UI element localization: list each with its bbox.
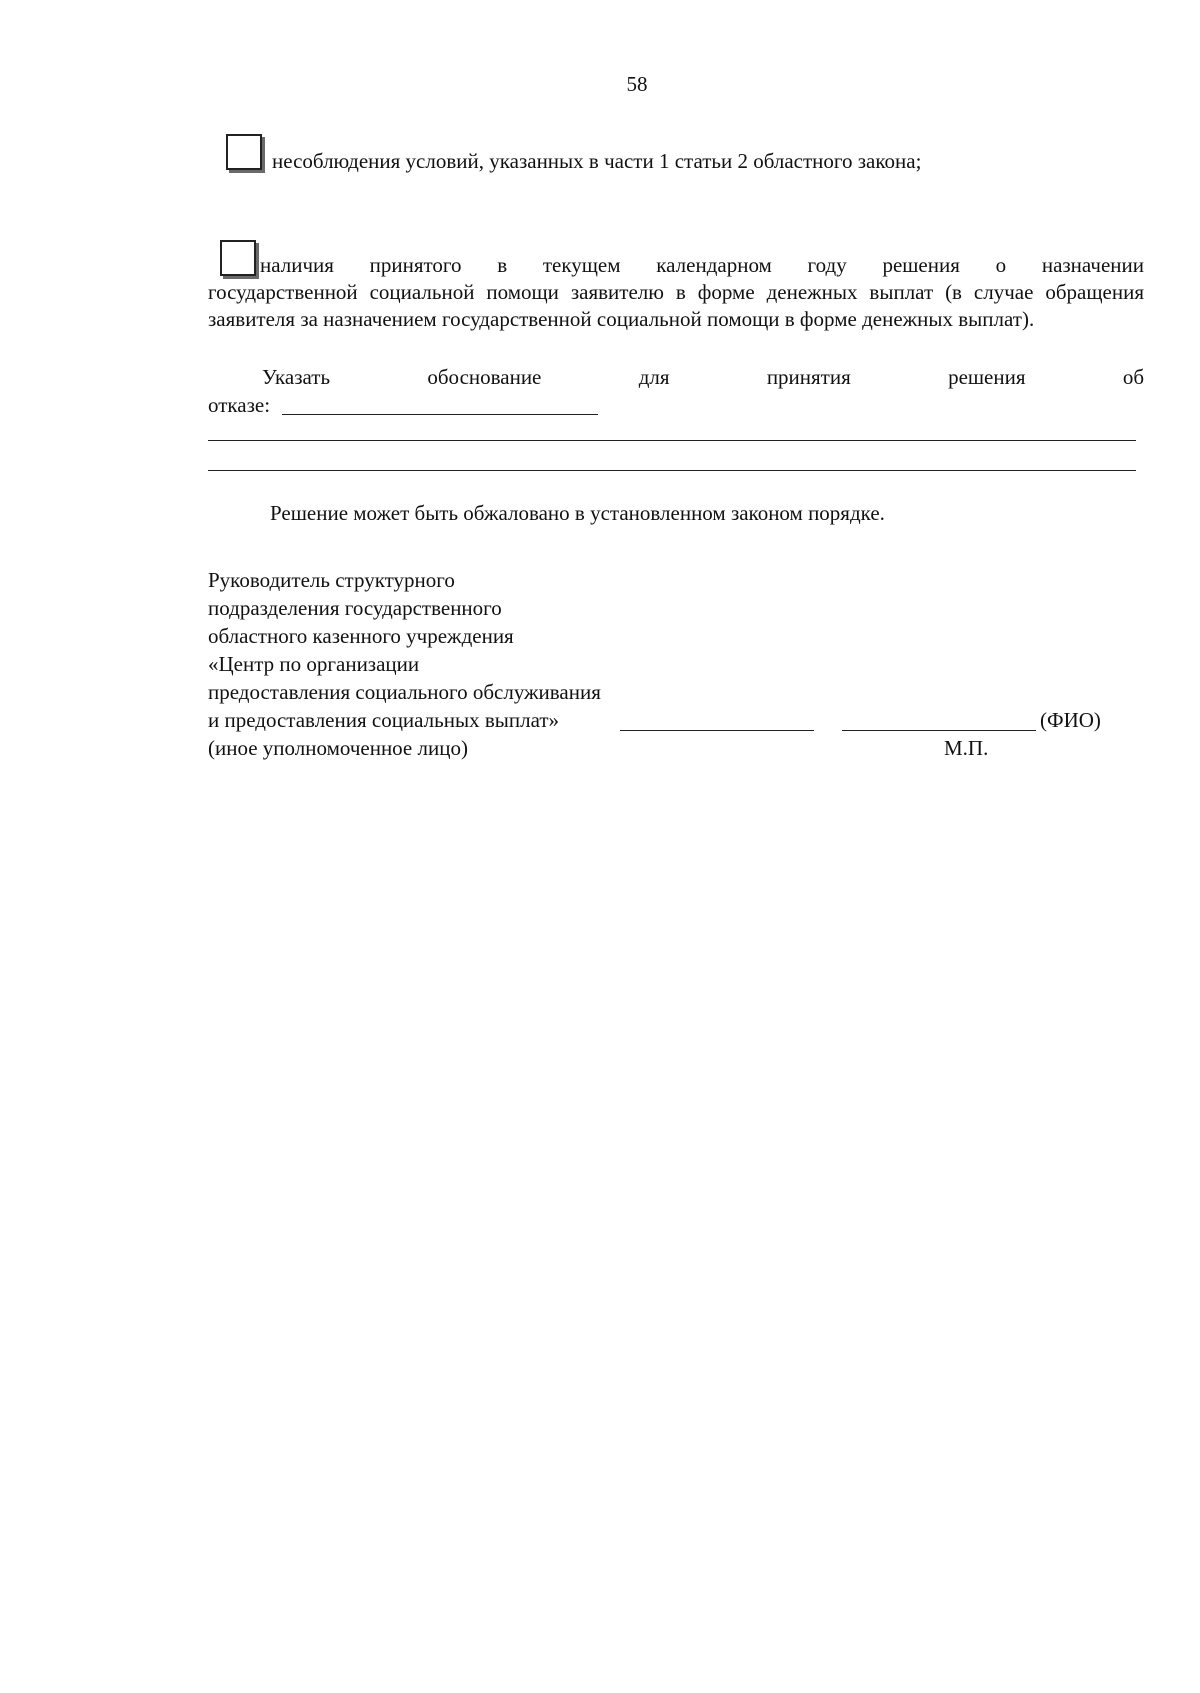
signature-line: «Центр по организации [208,652,420,676]
justification-prompt [208,364,1144,390]
signature-line: и предоставления социальных выплат» [208,708,560,732]
signature-line: подразделения государственного [208,596,502,620]
option-label-rest: государственной социальной помощи заявителю в форме денежных выплат (в случае обращения заявителя за назначением государственной социальной помощи в форме денежных выплат). [208,280,1144,331]
signature-line: Руководитель структурного [208,568,455,592]
justification-word: принятия [766,365,851,389]
authorized-line [208,734,1108,762]
justification-blank-line-2[interactable] [208,470,1136,471]
option-label-existing-decision [208,252,1144,333]
page-number: 58 [626,72,648,96]
justification-word: обоснование [427,365,542,389]
justification-blank-inline[interactable] [282,414,598,415]
signature-block [208,566,1108,762]
option-label-noncompliance: несоблюдения условий, указанных в части 1 статьи 2 областного закона; [272,149,922,173]
signature-line: областного казенного учреждения [208,624,514,648]
signature-line-last [208,706,1108,734]
signature-blank[interactable] [620,730,814,731]
justification-label: отказе: [208,393,271,417]
justification-word: для [638,365,670,389]
appeal-notice: Решение может быть обжаловано в установленном законом порядке. [270,501,885,525]
stamp-label: М.П. [944,736,989,760]
justification-word: Указать [262,365,331,389]
signature-line: предоставления социального обслуживания [208,680,601,704]
fio-label: (ФИО) [1040,708,1101,732]
authorized-person: (иное уполномоченное лицо) [208,736,468,760]
justification-word: об [1122,365,1144,389]
justification-blank-line-1[interactable] [208,440,1136,441]
justification-word: решения [948,365,1026,389]
option-checkbox-noncompliance[interactable] [226,134,262,170]
option-label-first-line: наличия принятого в текущем календарном году решения о назначении [260,253,1144,277]
fio-blank[interactable] [842,730,1036,731]
